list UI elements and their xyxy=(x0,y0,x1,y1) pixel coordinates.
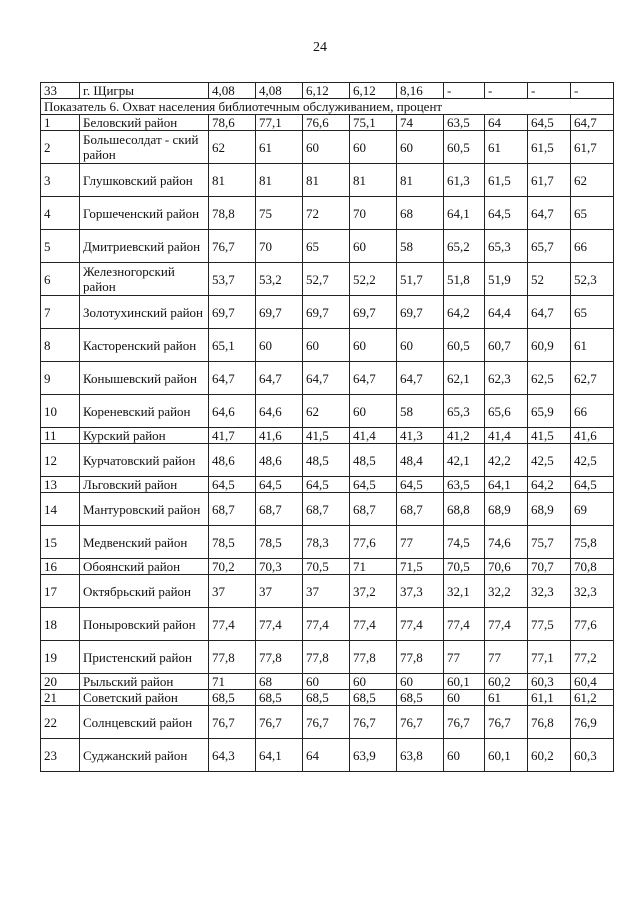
district-name: Курский район xyxy=(80,428,209,444)
value-cell: 64,3 xyxy=(209,739,256,772)
value-cell: 61,2 xyxy=(571,690,614,706)
value-cell: 65,3 xyxy=(444,395,485,428)
value-cell: 64,7 xyxy=(303,362,350,395)
section-header-row xyxy=(41,99,614,115)
district-name: Суджанский район xyxy=(80,739,209,772)
value-cell: 65,6 xyxy=(485,395,528,428)
value-cell: 60 xyxy=(350,674,397,690)
value-cell: 52 xyxy=(528,263,571,296)
table-row xyxy=(41,362,614,395)
indicator-table xyxy=(40,82,614,772)
value-cell: 37 xyxy=(303,575,350,608)
value-cell: 68,5 xyxy=(397,690,444,706)
row-number: 10 xyxy=(41,395,80,428)
table-row xyxy=(41,526,614,559)
value-cell: 63,5 xyxy=(444,115,485,131)
value-cell: 60,4 xyxy=(571,674,614,690)
value-cell: 61,5 xyxy=(485,164,528,197)
district-name: Курчатовский район xyxy=(80,444,209,477)
district-name: Золотухинский район xyxy=(80,296,209,329)
value-cell: 37,2 xyxy=(350,575,397,608)
value-cell: 77 xyxy=(397,526,444,559)
value-cell: 77,4 xyxy=(256,608,303,641)
value-cell: 61,3 xyxy=(444,164,485,197)
table-row xyxy=(41,674,614,690)
value-cell: 71 xyxy=(209,674,256,690)
row-number: 15 xyxy=(41,526,80,559)
value-cell: 76,7 xyxy=(397,706,444,739)
value-cell: 68,7 xyxy=(350,493,397,526)
district-name: Кореневский район xyxy=(80,395,209,428)
value-cell: 69 xyxy=(571,493,614,526)
value-cell: 77,6 xyxy=(571,608,614,641)
value-cell: 77,8 xyxy=(350,641,397,674)
value-cell: 62,3 xyxy=(485,362,528,395)
row-number: 20 xyxy=(41,674,80,690)
value-cell: 64,5 xyxy=(485,197,528,230)
value-cell: 51,9 xyxy=(485,263,528,296)
value-cell: 60 xyxy=(444,690,485,706)
value-cell: 61 xyxy=(571,329,614,362)
value-cell: 41,6 xyxy=(256,428,303,444)
value-cell: 64,7 xyxy=(350,362,397,395)
value-cell: 70,5 xyxy=(303,559,350,575)
value-cell: 77,1 xyxy=(528,641,571,674)
value-cell: 60 xyxy=(256,329,303,362)
value-cell: 60,9 xyxy=(528,329,571,362)
value-cell: 48,4 xyxy=(397,444,444,477)
value-cell: 65,3 xyxy=(485,230,528,263)
value-cell: 64,5 xyxy=(571,477,614,493)
value-cell: 71 xyxy=(350,559,397,575)
value-cell: 64,6 xyxy=(256,395,303,428)
value-cell: 48,6 xyxy=(209,444,256,477)
value-cell: 6,12 xyxy=(350,83,397,99)
table-row xyxy=(41,739,614,772)
district-name: Горшеченский район xyxy=(80,197,209,230)
value-cell: 60 xyxy=(350,230,397,263)
value-cell: 68,5 xyxy=(256,690,303,706)
table-row-top xyxy=(41,83,614,99)
value-cell: 74 xyxy=(397,115,444,131)
district-name: Касторенский район xyxy=(80,329,209,362)
district-name: Глушковский район xyxy=(80,164,209,197)
value-cell: 75,7 xyxy=(528,526,571,559)
value-cell: 58 xyxy=(397,230,444,263)
value-cell: 78,6 xyxy=(209,115,256,131)
value-cell: 69,7 xyxy=(303,296,350,329)
value-cell: 64,1 xyxy=(444,197,485,230)
value-cell: - xyxy=(444,83,485,99)
value-cell: 51,8 xyxy=(444,263,485,296)
table-row xyxy=(41,608,614,641)
value-cell: 70,2 xyxy=(209,559,256,575)
value-cell: 52,2 xyxy=(350,263,397,296)
value-cell: 72 xyxy=(303,197,350,230)
value-cell: 37 xyxy=(209,575,256,608)
value-cell: 77,4 xyxy=(485,608,528,641)
value-cell: 64,7 xyxy=(528,296,571,329)
value-cell: 32,3 xyxy=(528,575,571,608)
value-cell: 60 xyxy=(350,131,397,164)
value-cell: 64,7 xyxy=(209,362,256,395)
value-cell: 60,2 xyxy=(485,674,528,690)
row-number: 2 xyxy=(41,131,80,164)
value-cell: 65,2 xyxy=(444,230,485,263)
value-cell: 77,2 xyxy=(571,641,614,674)
value-cell: 48,6 xyxy=(256,444,303,477)
value-cell: 58 xyxy=(397,395,444,428)
value-cell: 42,5 xyxy=(528,444,571,477)
value-cell: 61 xyxy=(485,131,528,164)
value-cell: 69,7 xyxy=(209,296,256,329)
value-cell: 60,3 xyxy=(528,674,571,690)
value-cell: 64,7 xyxy=(571,115,614,131)
value-cell: 81 xyxy=(397,164,444,197)
value-cell: 77,8 xyxy=(397,641,444,674)
value-cell: 64,5 xyxy=(350,477,397,493)
value-cell: - xyxy=(485,83,528,99)
district-name: Поныровский район xyxy=(80,608,209,641)
value-cell: 81 xyxy=(256,164,303,197)
table-row xyxy=(41,493,614,526)
value-cell: 60,5 xyxy=(444,329,485,362)
value-cell: 48,5 xyxy=(303,444,350,477)
value-cell: 74,5 xyxy=(444,526,485,559)
district-name: г. Щигры xyxy=(80,83,209,99)
row-number: 22 xyxy=(41,706,80,739)
value-cell: 52,7 xyxy=(303,263,350,296)
value-cell: 64,7 xyxy=(528,197,571,230)
value-cell: 64 xyxy=(485,115,528,131)
district-name: Конышевский район xyxy=(80,362,209,395)
row-number: 17 xyxy=(41,575,80,608)
value-cell: 64,1 xyxy=(256,739,303,772)
table-row xyxy=(41,131,614,164)
value-cell: 60 xyxy=(397,329,444,362)
value-cell: 76,7 xyxy=(256,706,303,739)
value-cell: 48,5 xyxy=(350,444,397,477)
row-number: 6 xyxy=(41,263,80,296)
value-cell: 68,7 xyxy=(397,493,444,526)
value-cell: 52,3 xyxy=(571,263,614,296)
value-cell: 68,9 xyxy=(485,493,528,526)
value-cell: 60 xyxy=(350,329,397,362)
value-cell: 41,7 xyxy=(209,428,256,444)
value-cell: 60,7 xyxy=(485,329,528,362)
value-cell: 4,08 xyxy=(256,83,303,99)
value-cell: 77,4 xyxy=(444,608,485,641)
row-number: 11 xyxy=(41,428,80,444)
value-cell: 77 xyxy=(485,641,528,674)
table-row xyxy=(41,559,614,575)
value-cell: 60 xyxy=(303,131,350,164)
value-cell: 64 xyxy=(303,739,350,772)
value-cell: 76,7 xyxy=(209,706,256,739)
value-cell: 76,7 xyxy=(350,706,397,739)
value-cell: 68,7 xyxy=(256,493,303,526)
row-number: 7 xyxy=(41,296,80,329)
table-row xyxy=(41,477,614,493)
value-cell: 8,16 xyxy=(397,83,444,99)
value-cell: 64,7 xyxy=(397,362,444,395)
district-name: Солнцевский район xyxy=(80,706,209,739)
value-cell: 78,3 xyxy=(303,526,350,559)
row-number: 9 xyxy=(41,362,80,395)
table-row xyxy=(41,329,614,362)
value-cell: 64,5 xyxy=(209,477,256,493)
row-number: 8 xyxy=(41,329,80,362)
table-row xyxy=(41,428,614,444)
value-cell: 41,4 xyxy=(350,428,397,444)
value-cell: 63,5 xyxy=(444,477,485,493)
table-row xyxy=(41,641,614,674)
value-cell: 63,9 xyxy=(350,739,397,772)
value-cell: 77 xyxy=(444,641,485,674)
value-cell: 77,8 xyxy=(209,641,256,674)
value-cell: 60 xyxy=(303,329,350,362)
value-cell: 53,2 xyxy=(256,263,303,296)
row-number: 33 xyxy=(41,83,80,99)
value-cell: 51,7 xyxy=(397,263,444,296)
district-name: Мантуровский район xyxy=(80,493,209,526)
value-cell: 53,7 xyxy=(209,263,256,296)
value-cell: 81 xyxy=(303,164,350,197)
value-cell: 64,5 xyxy=(256,477,303,493)
value-cell: 77,6 xyxy=(350,526,397,559)
value-cell: 37,3 xyxy=(397,575,444,608)
value-cell: 68,5 xyxy=(350,690,397,706)
value-cell: 32,3 xyxy=(571,575,614,608)
value-cell: 76,8 xyxy=(528,706,571,739)
value-cell: 6,12 xyxy=(303,83,350,99)
value-cell: 77,4 xyxy=(397,608,444,641)
value-cell: 41,4 xyxy=(485,428,528,444)
value-cell: 68 xyxy=(256,674,303,690)
section-header: Показатель 6. Охват населения библиотечным обслуживанием, процент xyxy=(41,99,614,115)
value-cell: 76,7 xyxy=(444,706,485,739)
row-number: 12 xyxy=(41,444,80,477)
value-cell: 32,1 xyxy=(444,575,485,608)
value-cell: 65,7 xyxy=(528,230,571,263)
value-cell: 63,8 xyxy=(397,739,444,772)
value-cell: 42,2 xyxy=(485,444,528,477)
value-cell: 65 xyxy=(303,230,350,263)
value-cell: 70,7 xyxy=(528,559,571,575)
value-cell: 70 xyxy=(256,230,303,263)
value-cell: 68,5 xyxy=(209,690,256,706)
value-cell: 37 xyxy=(256,575,303,608)
value-cell: 75,1 xyxy=(350,115,397,131)
district-name: Беловский район xyxy=(80,115,209,131)
table-row xyxy=(41,197,614,230)
value-cell: 69,7 xyxy=(256,296,303,329)
value-cell: 64,1 xyxy=(485,477,528,493)
value-cell: 77,1 xyxy=(256,115,303,131)
value-cell: 60 xyxy=(397,674,444,690)
value-cell: 76,6 xyxy=(303,115,350,131)
value-cell: 4,08 xyxy=(209,83,256,99)
row-number: 21 xyxy=(41,690,80,706)
table-row xyxy=(41,296,614,329)
value-cell: 60 xyxy=(444,739,485,772)
value-cell: 61,5 xyxy=(528,131,571,164)
value-cell: 74,6 xyxy=(485,526,528,559)
value-cell: 65,9 xyxy=(528,395,571,428)
value-cell: 75,8 xyxy=(571,526,614,559)
value-cell: 62 xyxy=(571,164,614,197)
value-cell: 68,8 xyxy=(444,493,485,526)
page-number: 24 xyxy=(313,40,327,55)
value-cell: 77,4 xyxy=(303,608,350,641)
row-number: 23 xyxy=(41,739,80,772)
value-cell: 77,5 xyxy=(528,608,571,641)
table-row xyxy=(41,115,614,131)
value-cell: 81 xyxy=(209,164,256,197)
value-cell: 69,7 xyxy=(350,296,397,329)
value-cell: 61,7 xyxy=(571,131,614,164)
table-row xyxy=(41,395,614,428)
value-cell: 64,5 xyxy=(528,115,571,131)
table-row xyxy=(41,690,614,706)
value-cell: - xyxy=(528,83,571,99)
row-number: 16 xyxy=(41,559,80,575)
value-cell: 78,8 xyxy=(209,197,256,230)
value-cell: 64,2 xyxy=(528,477,571,493)
value-cell: 62,1 xyxy=(444,362,485,395)
value-cell: 70,8 xyxy=(571,559,614,575)
value-cell: 68,7 xyxy=(209,493,256,526)
district-name: Железногорский район xyxy=(80,263,209,296)
value-cell: 61 xyxy=(256,131,303,164)
row-number: 5 xyxy=(41,230,80,263)
value-cell: 77,4 xyxy=(209,608,256,641)
value-cell: 78,5 xyxy=(209,526,256,559)
value-cell: 32,2 xyxy=(485,575,528,608)
value-cell: 62,7 xyxy=(571,362,614,395)
district-name: Пристенский район xyxy=(80,641,209,674)
value-cell: 77,8 xyxy=(256,641,303,674)
district-name: Октябрьский район xyxy=(80,575,209,608)
value-cell: 60 xyxy=(303,674,350,690)
value-cell: 41,6 xyxy=(571,428,614,444)
row-number: 4 xyxy=(41,197,80,230)
value-cell: 60 xyxy=(350,395,397,428)
table-row xyxy=(41,263,614,296)
value-cell: 41,5 xyxy=(303,428,350,444)
value-cell: 76,7 xyxy=(209,230,256,263)
value-cell: 60,3 xyxy=(571,739,614,772)
table-row xyxy=(41,444,614,477)
value-cell: 76,7 xyxy=(485,706,528,739)
value-cell: 66 xyxy=(571,230,614,263)
value-cell: 81 xyxy=(350,164,397,197)
table-row xyxy=(41,164,614,197)
value-cell: 65 xyxy=(571,197,614,230)
district-name: Медвенский район xyxy=(80,526,209,559)
value-cell: 78,5 xyxy=(256,526,303,559)
value-cell: 61,1 xyxy=(528,690,571,706)
value-cell: 64,2 xyxy=(444,296,485,329)
value-cell: 64,4 xyxy=(485,296,528,329)
value-cell: 62,5 xyxy=(528,362,571,395)
value-cell: 70,3 xyxy=(256,559,303,575)
value-cell: 70 xyxy=(350,197,397,230)
value-cell: 60,5 xyxy=(444,131,485,164)
value-cell: 77,4 xyxy=(350,608,397,641)
value-cell: 64,5 xyxy=(397,477,444,493)
value-cell: 76,9 xyxy=(571,706,614,739)
row-number: 14 xyxy=(41,493,80,526)
district-name: Советский район xyxy=(80,690,209,706)
value-cell: 68 xyxy=(397,197,444,230)
value-cell: 62 xyxy=(209,131,256,164)
district-name: Льговский район xyxy=(80,477,209,493)
value-cell: 41,2 xyxy=(444,428,485,444)
value-cell: 64,7 xyxy=(256,362,303,395)
value-cell: 60,1 xyxy=(485,739,528,772)
value-cell: 42,1 xyxy=(444,444,485,477)
value-cell: 77,8 xyxy=(303,641,350,674)
row-number: 13 xyxy=(41,477,80,493)
value-cell: - xyxy=(571,83,614,99)
row-number: 3 xyxy=(41,164,80,197)
value-cell: 64,6 xyxy=(209,395,256,428)
value-cell: 61 xyxy=(485,690,528,706)
value-cell: 71,5 xyxy=(397,559,444,575)
value-cell: 61,7 xyxy=(528,164,571,197)
value-cell: 76,7 xyxy=(303,706,350,739)
value-cell: 70,5 xyxy=(444,559,485,575)
table-row xyxy=(41,230,614,263)
value-cell: 42,5 xyxy=(571,444,614,477)
table-row xyxy=(41,706,614,739)
value-cell: 68,5 xyxy=(303,690,350,706)
value-cell: 68,7 xyxy=(303,493,350,526)
row-number: 1 xyxy=(41,115,80,131)
value-cell: 68,9 xyxy=(528,493,571,526)
value-cell: 64,5 xyxy=(303,477,350,493)
value-cell: 60 xyxy=(397,131,444,164)
value-cell: 75 xyxy=(256,197,303,230)
value-cell: 69,7 xyxy=(397,296,444,329)
value-cell: 60,1 xyxy=(444,674,485,690)
district-name: Обоянский район xyxy=(80,559,209,575)
value-cell: 70,6 xyxy=(485,559,528,575)
district-name: Большесолдат - ский район xyxy=(80,131,209,164)
value-cell: 65,1 xyxy=(209,329,256,362)
district-name: Дмитриевский район xyxy=(80,230,209,263)
table-row xyxy=(41,575,614,608)
value-cell: 65 xyxy=(571,296,614,329)
district-name: Рыльский район xyxy=(80,674,209,690)
value-cell: 62 xyxy=(303,395,350,428)
row-number: 18 xyxy=(41,608,80,641)
value-cell: 41,3 xyxy=(397,428,444,444)
row-number: 19 xyxy=(41,641,80,674)
value-cell: 60,2 xyxy=(528,739,571,772)
value-cell: 41,5 xyxy=(528,428,571,444)
value-cell: 66 xyxy=(571,395,614,428)
